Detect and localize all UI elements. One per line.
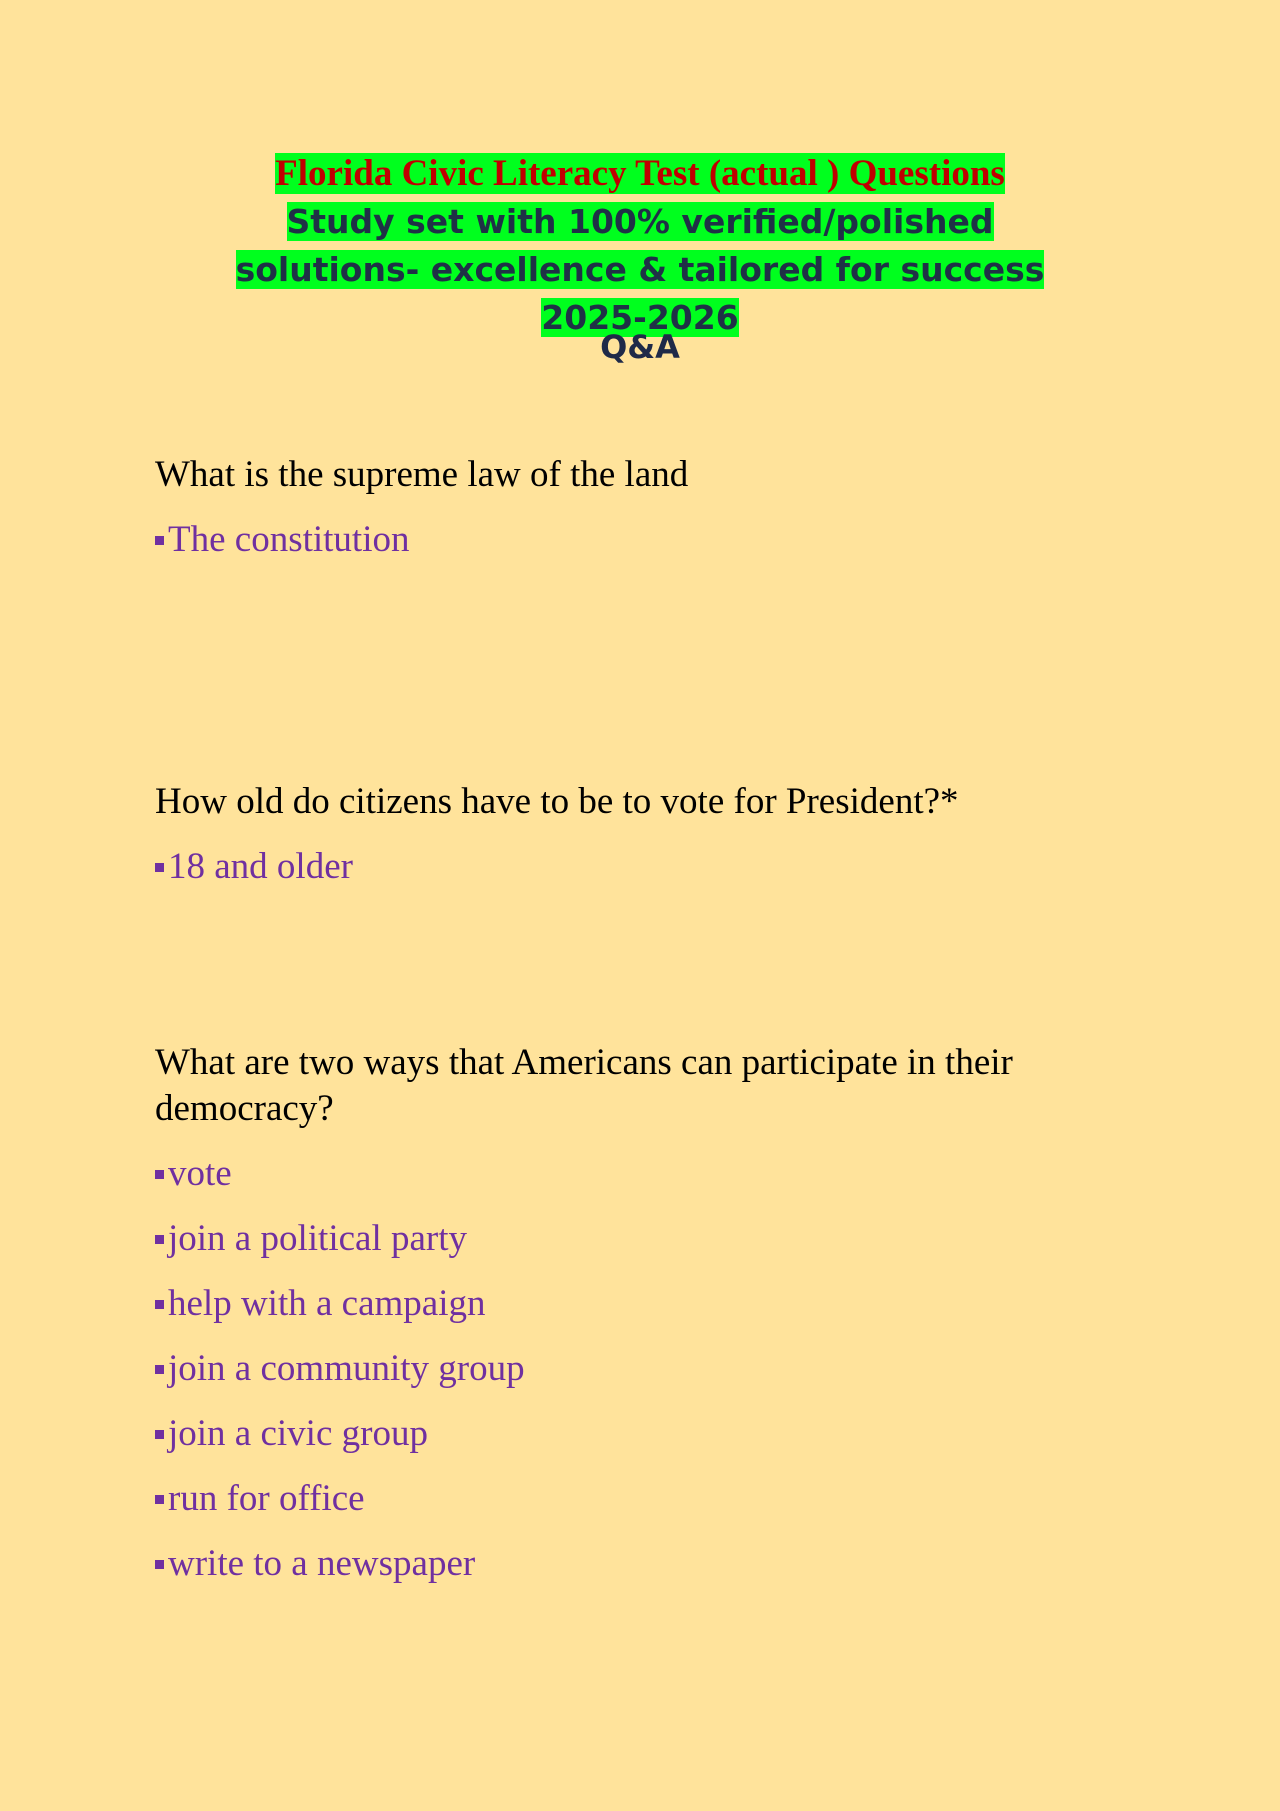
- square-bullet-icon: [155, 1170, 164, 1179]
- square-bullet-icon: [155, 1495, 164, 1504]
- answer-item: [155, 1151, 1115, 1197]
- title-line-2: [0, 198, 1280, 342]
- answer-item: [155, 1476, 1115, 1522]
- question-block: [155, 1040, 1115, 1587]
- square-bullet-icon: [155, 863, 164, 872]
- square-bullet-icon: [155, 536, 164, 545]
- square-bullet-icon: [155, 1430, 164, 1439]
- answer-item: [155, 1346, 1115, 1392]
- answer-item: [155, 1541, 1115, 1587]
- square-bullet-icon: [155, 1560, 164, 1569]
- question-text: What are two ways that Americans can participate in their democracy?: [155, 1042, 1013, 1129]
- answer-text: 18 and older: [168, 846, 353, 887]
- qa-label: Q&A: [600, 328, 680, 366]
- answer-text: join a community group: [168, 1348, 525, 1389]
- answer-text: help with a campaign: [168, 1283, 486, 1324]
- answer-item: [155, 844, 1115, 890]
- answer-item: [155, 1216, 1115, 1262]
- square-bullet-icon: [155, 1365, 164, 1374]
- square-bullet-icon: [155, 1300, 164, 1309]
- answer-text: join a civic group: [168, 1413, 428, 1454]
- answer-text: write to a newspaper: [168, 1543, 476, 1584]
- document-title: Florida Civic Literacy Test (actual ) Questions: [275, 153, 1005, 194]
- answer-item: [155, 1281, 1115, 1327]
- question-block: [155, 452, 1115, 563]
- answer-text: join a political party: [168, 1218, 467, 1259]
- title-line-1: [0, 150, 1280, 198]
- square-bullet-icon: [155, 1235, 164, 1244]
- answer-item: [155, 1411, 1115, 1457]
- document-subtitle: Study set with 100% verified/polished solutions- excellence & tailored for success 2025-2026: [235, 202, 1045, 337]
- answer-item: [155, 517, 1115, 563]
- document-header: [0, 150, 1280, 342]
- question-text: What is the supreme law of the land: [155, 454, 689, 495]
- answer-text: vote: [168, 1153, 232, 1194]
- answer-text: The constitution: [168, 519, 410, 560]
- answer-text: run for office: [168, 1478, 365, 1519]
- question-text: How old do citizens have to be to vote for President?*: [155, 781, 959, 822]
- question-block: [155, 779, 1115, 890]
